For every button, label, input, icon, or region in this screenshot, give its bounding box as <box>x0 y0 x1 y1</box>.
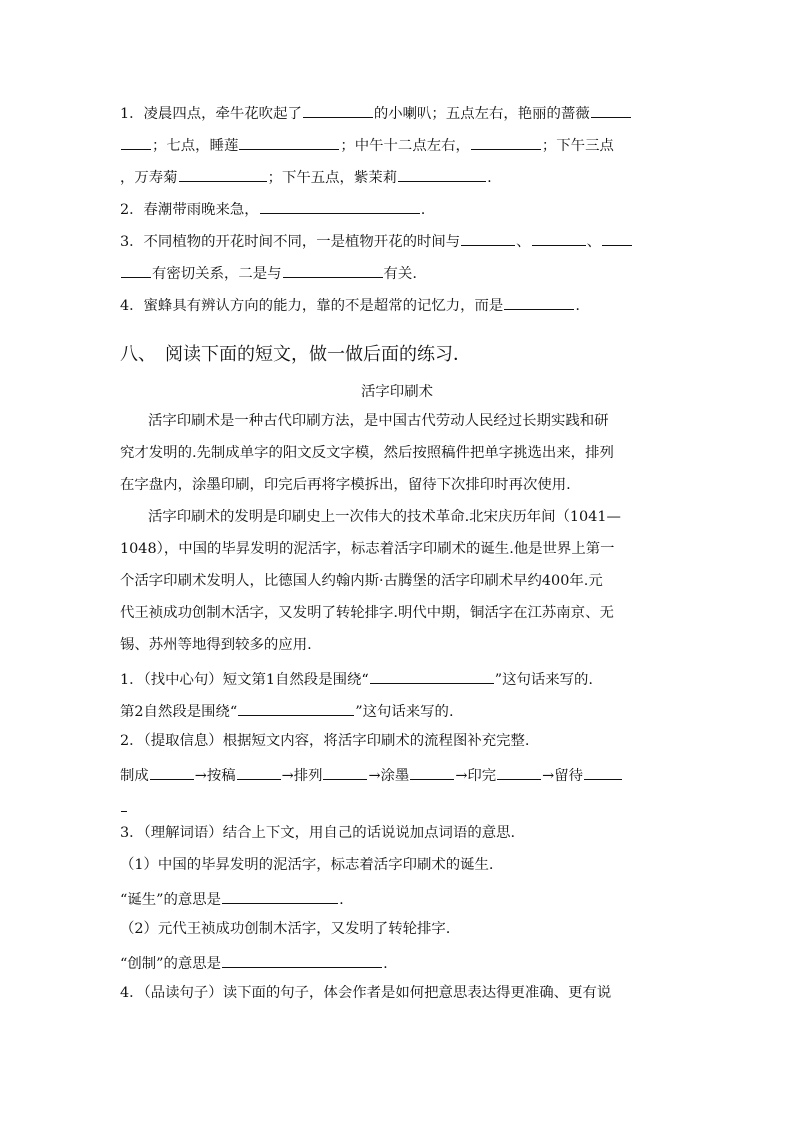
answer-blank[interactable] <box>121 798 127 812</box>
question-text: 有关. <box>383 266 417 282</box>
answer-blank[interactable] <box>179 168 267 182</box>
exercise-4-line: 4．（品读句子）读下面的句子，体会作者是如何把意思表达得更准确、更有说 <box>120 985 612 1001</box>
flow-step: →涂墨 <box>368 768 410 784</box>
period: . <box>383 956 388 972</box>
comma: 、 <box>586 234 601 250</box>
passage-p2-line: 活字印刷术的发明是印刷史上一次伟大的技术革命.北宋庆历年间（1041— <box>148 509 621 525</box>
passage-p1-line: 活字印刷术是一种古代印刷方法，是中国古代劳动人民经过长期实践和研 <box>148 413 609 429</box>
answer-blank[interactable] <box>237 766 281 780</box>
passage-p2-line: 代王祯成功创制木活字，又发明了转轮排字.明代中期，铜活字在江苏南京、无 <box>120 605 614 621</box>
answer-blank[interactable] <box>370 670 494 684</box>
question-4-line <box>120 296 580 314</box>
question-text: ”这句话来写的. <box>355 704 454 720</box>
question-text: “诞生”的意思是 <box>120 892 222 908</box>
question-text: 3．不同植物的开花时间不同，一是植物开花的时间与 <box>120 234 461 250</box>
exercise-1-line-1 <box>120 670 593 688</box>
answer-blank[interactable] <box>121 136 151 150</box>
period: . <box>487 170 492 186</box>
flow-step: →印完 <box>455 768 497 784</box>
exercise-3-sentence-2: （2）元代王祯成功创制木活字，又发明了转轮排字. <box>120 921 451 937</box>
exercise-1-line-2 <box>120 702 454 720</box>
answer-blank[interactable] <box>461 232 515 246</box>
question-text: 2．春潮带雨晚来急， <box>120 202 259 218</box>
question-text: 1．（找中心句）短文第1自然段是围绕“ <box>120 672 369 688</box>
answer-blank[interactable] <box>410 766 454 780</box>
question-1-line-2 <box>120 136 614 154</box>
question-2-line <box>120 200 425 218</box>
answer-blank[interactable] <box>121 264 151 278</box>
answer-blank[interactable] <box>239 136 339 150</box>
question-text: ；七点，睡莲 <box>152 138 239 154</box>
question-text: 4．蜜蜂具有辨认方向的能力，靠的不是超常的记忆力，而是 <box>120 298 504 314</box>
question-text: ，万寿菊 <box>120 170 178 186</box>
flow-step: →留待 <box>542 768 584 784</box>
question-3-line-1 <box>120 232 633 250</box>
answer-blank[interactable] <box>504 296 574 310</box>
answer-blank[interactable] <box>398 168 486 182</box>
flow-step: 制成 <box>120 768 149 784</box>
passage-p2-line: 个活字印刷术发明人，比德国人约翰内斯·古腾堡的活字印刷术早约400年.元 <box>120 573 603 589</box>
period: . <box>420 202 426 218</box>
question-text: “创制”的意思是 <box>120 956 222 972</box>
passage-p1-line: 在字盘内，涂墨印刷，印完后再将字模拆出，留待下次排印时再次使用. <box>120 477 571 493</box>
answer-blank[interactable] <box>150 766 194 780</box>
passage-title: 活字印刷术 <box>361 384 433 400</box>
question-text: ”这句话来写的. <box>494 672 594 688</box>
exercise-2-line: 2．（提取信息）根据短文内容，将活字印刷术的流程图补充完整. <box>120 733 530 749</box>
question-1-line-1 <box>120 104 632 122</box>
answer-blank[interactable] <box>260 200 420 214</box>
answer-blank[interactable] <box>303 104 373 118</box>
answer-blank[interactable] <box>283 264 383 278</box>
flow-step: →排列 <box>281 768 323 784</box>
passage-p2-line: 1048），中国的毕昇发明的泥活字，标志着活字印刷术的诞生.他是世界上第一 <box>120 541 615 557</box>
section-heading: 八、 阅读下面的短文，做一做后面的练习． <box>120 344 471 365</box>
question-text: 的小喇叭；五点左右，艳丽的蔷薇 <box>373 106 590 122</box>
period: . <box>575 298 580 314</box>
period: . <box>339 892 344 908</box>
question-text: ；下午五点，紫茉莉 <box>267 170 398 186</box>
question-text: 有密切关系，二是与 <box>152 266 282 282</box>
answer-blank[interactable] <box>497 766 541 780</box>
answer-blank[interactable] <box>532 232 586 246</box>
flowchart-line <box>120 766 623 784</box>
passage-p1-line: 究才发明的.先制成单字的阳文反文字模，然后按照稿件把单字挑选出来，排列 <box>120 445 614 461</box>
exercise-3-answer-2 <box>120 954 388 972</box>
comma: 、 <box>516 234 531 250</box>
answer-blank[interactable] <box>222 954 382 968</box>
answer-blank[interactable] <box>602 232 632 246</box>
answer-blank[interactable] <box>238 702 354 716</box>
passage-p2-line: 锡、苏州等地得到较多的应用. <box>120 637 312 653</box>
answer-blank[interactable] <box>471 136 541 150</box>
answer-blank[interactable] <box>584 766 622 780</box>
exercise-3-answer-1 <box>120 890 344 908</box>
question-text: 第2自然段是围绕“ <box>120 704 238 720</box>
answer-blank[interactable] <box>591 104 631 118</box>
exercise-3-line: 3．（理解词语）结合上下文，用自己的话说说加点词语的意思. <box>120 825 516 841</box>
question-text: ；下午三点 <box>541 138 614 154</box>
flow-step: →按稿 <box>194 768 236 784</box>
question-text: ；中午十二点左右， <box>340 138 470 154</box>
exercise-3-sentence-1: （1）中国的毕昇发明的泥活字，标志着活字印刷术的诞生. <box>120 857 494 873</box>
answer-blank[interactable] <box>323 766 367 780</box>
question-text: 1．凌晨四点，牵牛花吹起了 <box>120 106 302 122</box>
answer-blank[interactable] <box>222 890 338 904</box>
flowchart-line-continued <box>120 798 128 816</box>
question-1-line-3 <box>120 168 492 186</box>
question-3-line-2 <box>120 264 417 282</box>
